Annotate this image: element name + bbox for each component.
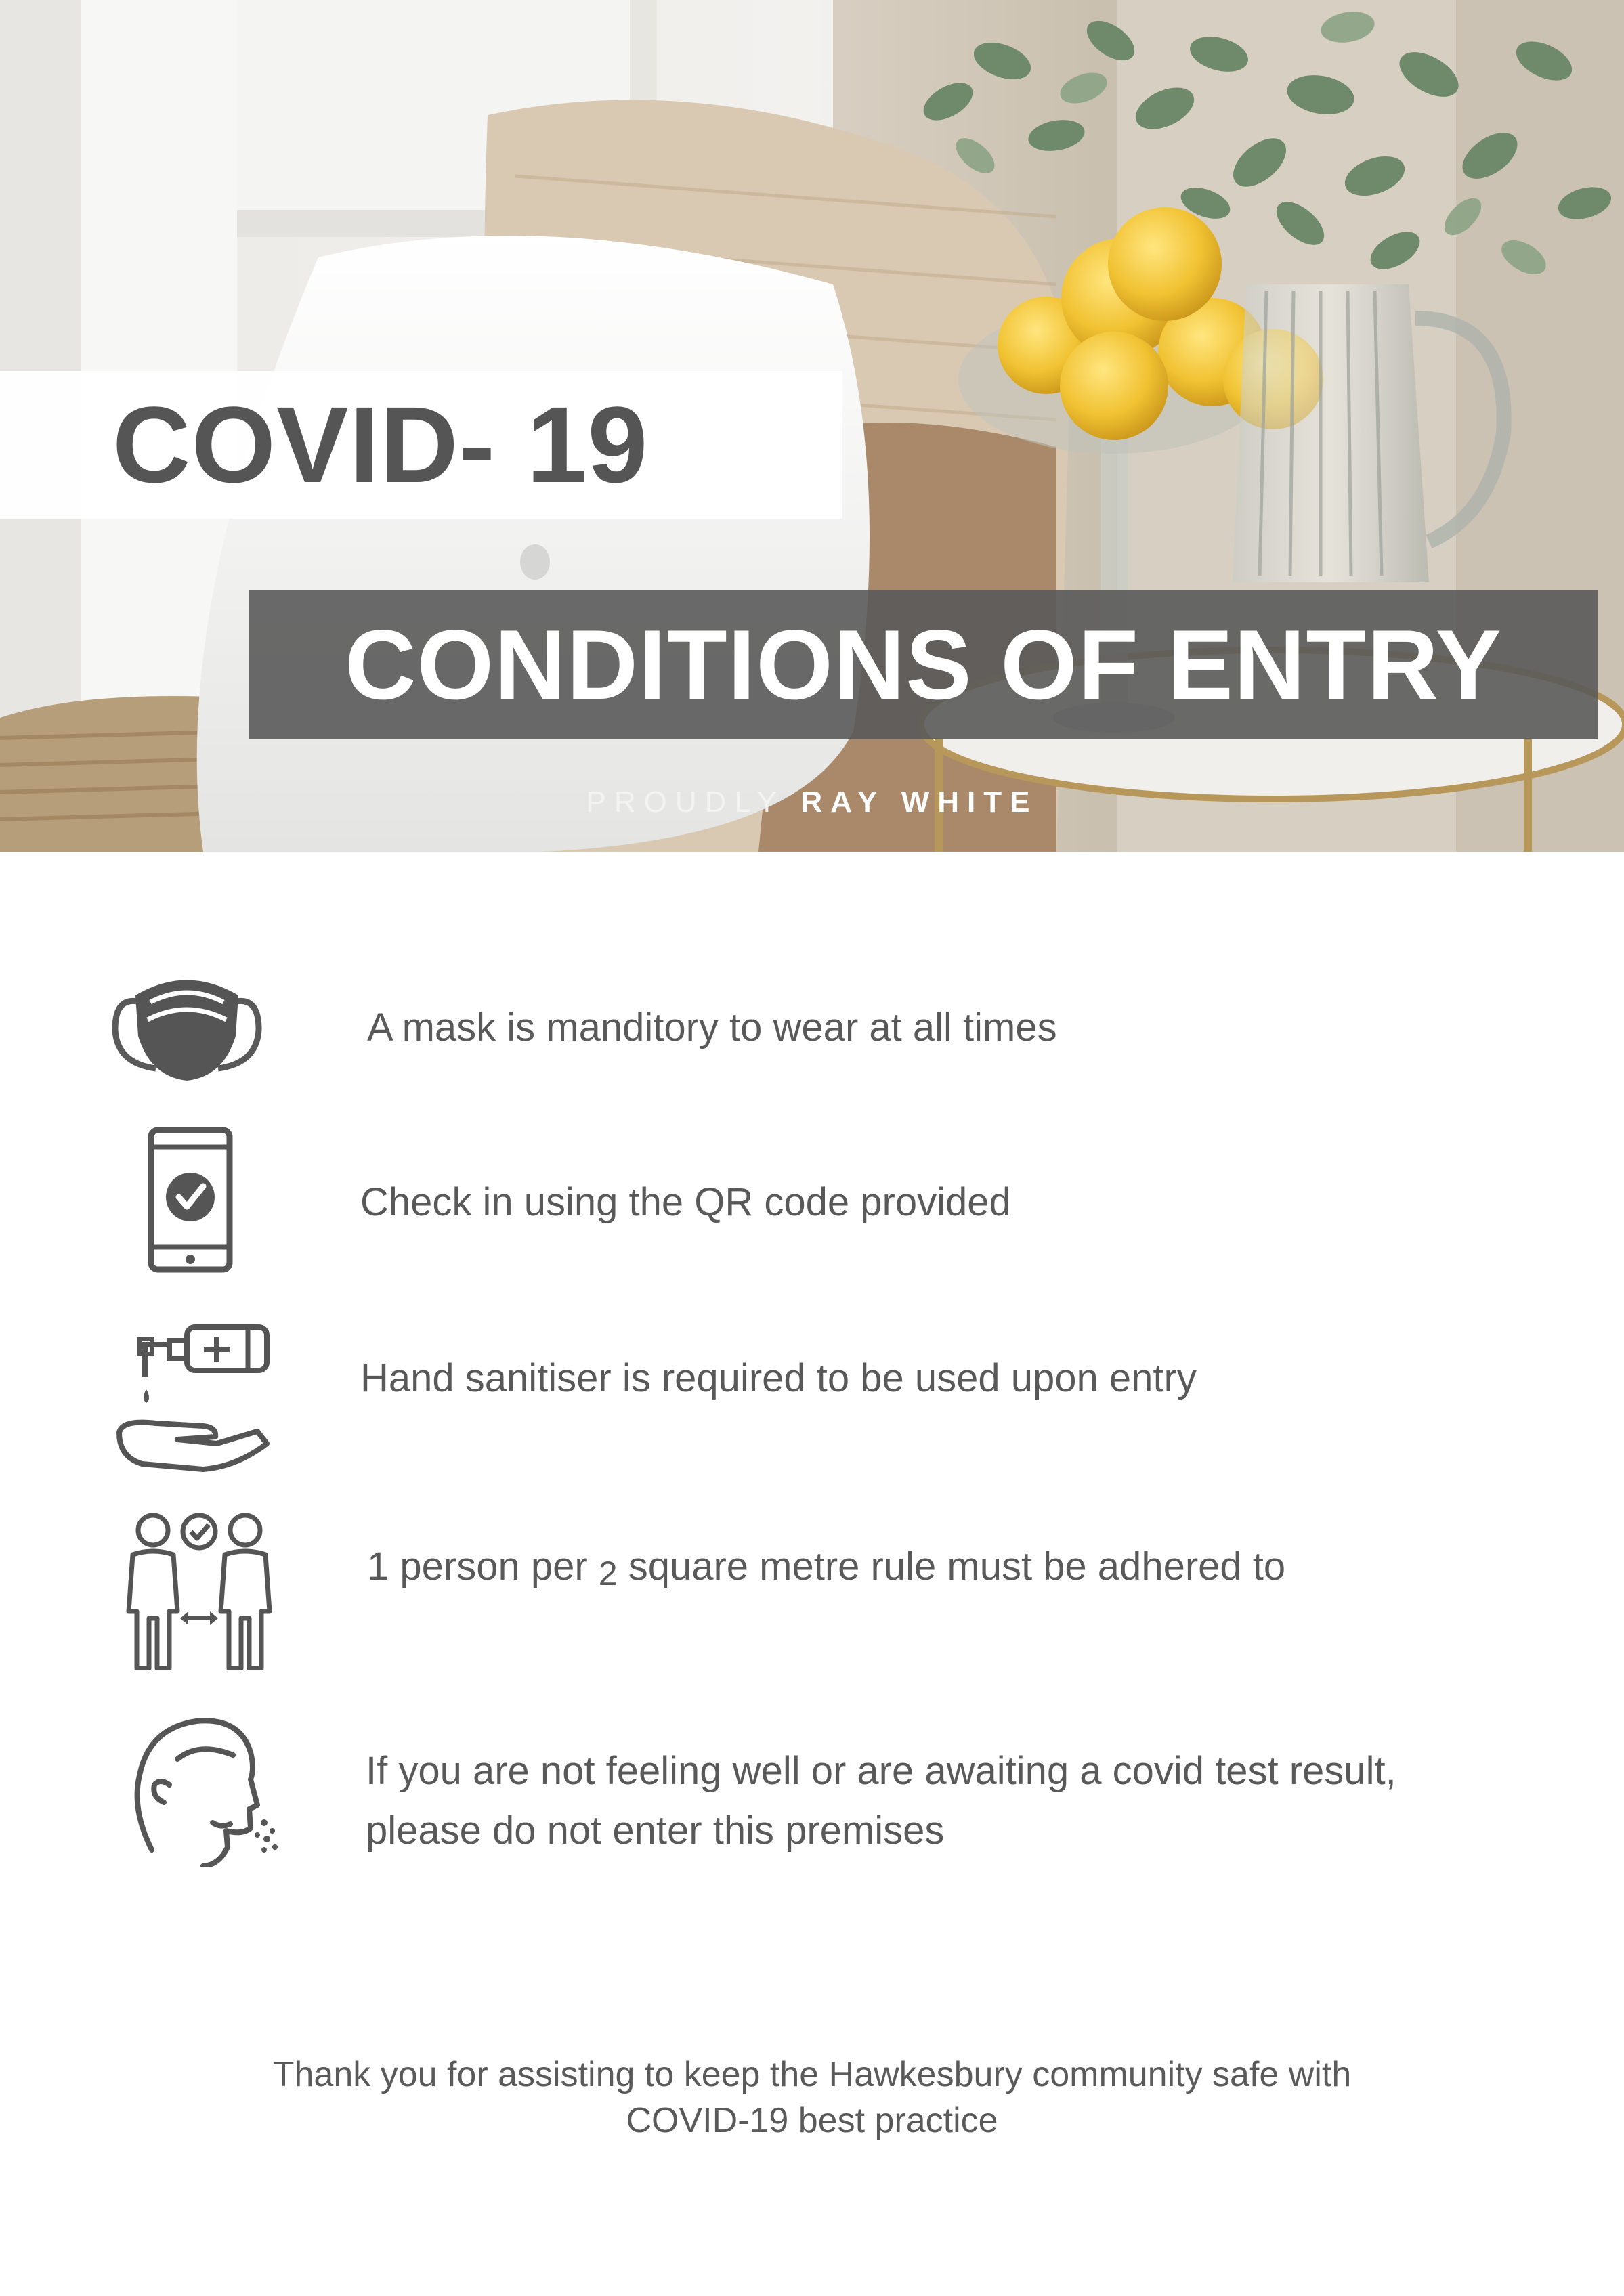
brand-name: RAY WHITE [800,785,1038,819]
footer-line-1: Thank you for assisting to keep the Hawkesbury community safe with [272,2055,1352,2094]
condition-label-check-in: Check in using the QR code provided [360,1180,1011,1224]
distancing-number: 2 [598,1555,618,1593]
tagline-prefix: PROUDLY [586,785,785,819]
hero-banner [0,0,1624,852]
footer-message [0,2052,1624,2144]
unwell-line-2: please do not enter this premises [366,1808,945,1853]
page-subtitle: CONDITIONS OF ENTRY [345,609,1502,720]
tagline [0,785,1624,819]
condition-label-sanitiser: Hand sanitiser is required to be used upon entry [360,1356,1197,1400]
distancing-text-after: square metre rule must be adhered to [628,1544,1286,1588]
unwell-line-1: If you are not feeling well or are awaiting a covid test result, [366,1749,1396,1793]
condition-label-mask: A mask is manditory to wear at all times [367,1005,1057,1049]
condition-label-distancing [367,1537,1285,1598]
page-title: COVID- 19 [112,384,649,505]
sick-person-icon [131,1714,279,1867]
footer-line-2: COVID-19 best practice [626,2101,998,2140]
hand-sanitiser-icon [115,1324,271,1477]
distancing-text-before: 1 person per [367,1544,588,1588]
face-mask-icon [108,968,265,1083]
condition-label-unwell [366,1741,1396,1861]
social-distance-icon [121,1510,278,1670]
phone-check-icon [148,1127,233,1273]
